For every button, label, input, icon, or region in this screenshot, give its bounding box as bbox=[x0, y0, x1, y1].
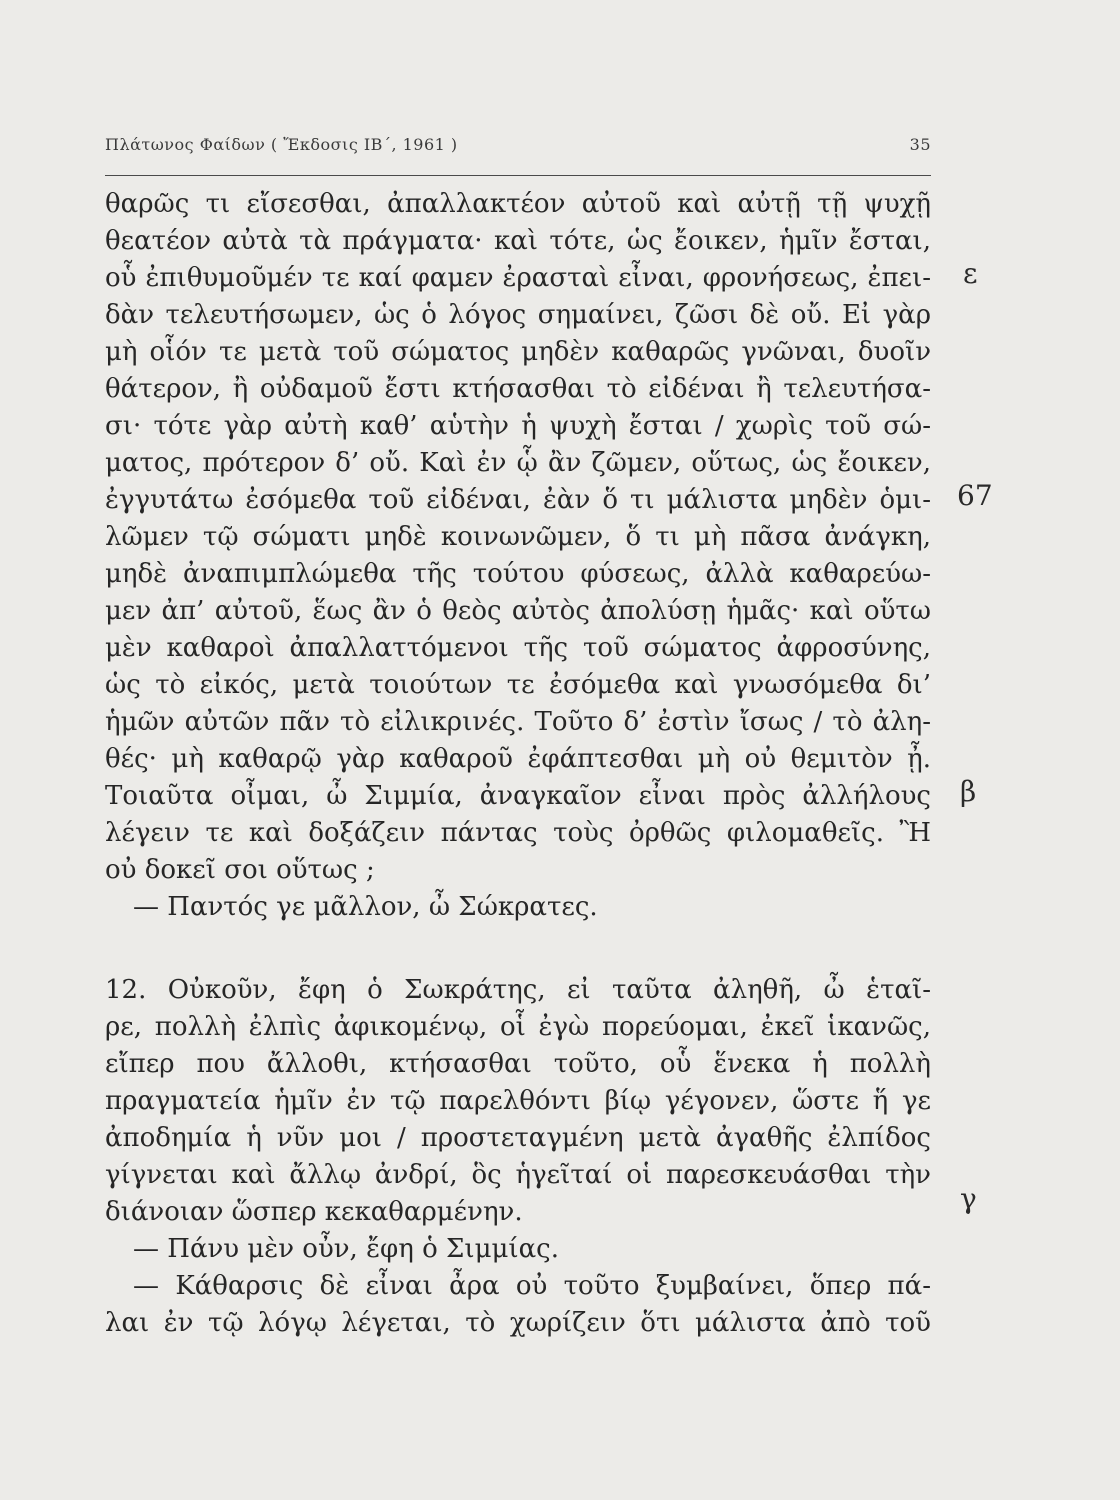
text-line: οὗ ἐπιθυμοῦμέν τε καί φαμεν ἐρασταὶ εἶναι, φρονήσεως, ἐπει- bbox=[105, 263, 931, 293]
margin-note-gamma: γ bbox=[960, 1182, 977, 1215]
text-line: θάτερον, ἢ οὐδαμοῦ ἔστι κτήσασθαι τὸ εἰδέναι ἢ τελευτήσα- bbox=[105, 374, 931, 404]
running-header bbox=[105, 131, 931, 157]
paragraph-gap bbox=[105, 926, 945, 972]
header-rule bbox=[105, 175, 931, 176]
text-line: Τοιαῦτα οἶμαι, ὦ Σιμμία, ἀναγκαῖον εἶναι πρὸς ἀλλήλους bbox=[105, 781, 931, 811]
text-line: ἐγγυτάτω ἐσόμεθα τοῦ εἰδέναι, ἐὰν ὅ τι μάλιστα μηδὲν ὁμι- bbox=[105, 485, 931, 515]
text-line: ἀποδημία ἡ νῦν μοι / προστεταγμένη μετὰ ἀγαθῆς ἐλπίδος bbox=[105, 1123, 931, 1153]
text-line: δὰν τελευτήσωμεν, ὡς ὁ λόγος σημαίνει, ζῶσι δὲ οὔ. Εἰ γὰρ bbox=[105, 300, 931, 330]
section-start-line: 12. Οὐκοῦν, ἔφη ὁ Σωκράτης, εἰ ταῦτα ἀληθῆ, ὦ ἑταῖ- bbox=[105, 975, 931, 1005]
text-line: εἴπερ που ἄλλοθι, κτήσασθαι τοῦτο, οὗ ἕνεκα ἡ πολλὴ bbox=[105, 1049, 931, 1079]
dialogue-line: — Κάθαρσις δὲ εἶναι ἆρα οὐ τοῦτο ξυμβαίνει, ὅπερ πά- bbox=[133, 1271, 931, 1301]
text-line: λῶμεν τῷ σώματι μηδὲ κοινωνῶμεν, ὅ τι μὴ πᾶσα ἀνάγκη, bbox=[105, 522, 931, 552]
text-line: σι· τότε γὰρ αὐτὴ καθ’ αὑτὴν ἡ ψυχὴ ἔσται / χωρὶς τοῦ σώ- bbox=[105, 411, 931, 441]
text-line: ἡμῶν αὐτῶν πᾶν τὸ εἰλικρινές. Τοῦτο δ’ ἐστὶν ἴσως / τὸ ἀλη- bbox=[105, 707, 931, 737]
text-line: θεατέον αὐτὰ τὰ πράγματα· καὶ τότε, ὡς ἔοικεν, ἡμῖν ἔσται, bbox=[105, 226, 931, 256]
margin-note-beta: β bbox=[960, 775, 977, 808]
dialogue-line: — Παντός γε μᾶλλον, ὦ Σώκρατες. bbox=[133, 892, 598, 922]
text-line: μηδὲ ἀναπιμπλώμεθα τῆς τούτου φύσεως, ἀλλὰ καθαρεύω- bbox=[105, 559, 931, 589]
text-line: λέγειν τε καὶ δοξάζειν πάντας τοὺς ὀρθῶς φιλομαθεῖς. Ἢ bbox=[105, 818, 931, 848]
body-text bbox=[105, 186, 945, 1342]
text-line: ματος, πρότερον δ’ οὔ. Καὶ ἐν ᾧ ἂν ζῶμεν, οὕτως, ὡς ἔοικεν, bbox=[105, 448, 931, 478]
text-line: ὡς τὸ εἰκός, μετὰ τοιούτων τε ἐσόμεθα καὶ γνωσόμεθα δι’ bbox=[105, 670, 931, 700]
text-line: μὲν καθαροὶ ἀπαλλαττόμενοι τῆς τοῦ σώματος ἀφροσύνης, bbox=[105, 633, 931, 663]
text-line: μὴ οἷόν τε μετὰ τοῦ σώματος μηδὲν καθαρῶς γνῶναι, δυοῖν bbox=[105, 337, 931, 367]
margin-note-epsilon: ε bbox=[963, 257, 978, 290]
text-line: πραγματεία ἡμῖν ἐν τῷ παρελθόντι βίῳ γέγονεν, ὥστε ἥ γε bbox=[105, 1086, 931, 1116]
page-number: 35 bbox=[909, 135, 931, 154]
text-line: λαι ἐν τῷ λόγῳ λέγεται, τὸ χωρίζειν ὅτι μάλιστα ἀπὸ τοῦ bbox=[105, 1308, 931, 1338]
text-line: οὐ δοκεῖ σοι οὕτως ; bbox=[105, 855, 375, 885]
dialogue-line: — Πάνυ μὲν οὖν, ἔφη ὁ Σιμμίας. bbox=[133, 1234, 559, 1264]
text-line: θές· μὴ καθαρῷ γὰρ καθαροῦ ἐφάπτεσθαι μὴ οὐ θεμιτὸν ᾖ. bbox=[105, 744, 931, 774]
text-line: διάνοιαν ὥσπερ κεκαθαρμένην. bbox=[105, 1197, 523, 1227]
text-line: θαρῶς τι εἴσεσθαι, ἀπαλλακτέον αὐτοῦ καὶ αὐτῇ τῇ ψυχῇ bbox=[105, 189, 931, 219]
text-line: γίγνεται καὶ ἄλλῳ ἀνδρί, ὃς ἡγεῖταί οἱ παρεσκευάσθαι τὴν bbox=[105, 1160, 931, 1190]
margin-note-67: 67 bbox=[957, 479, 993, 512]
header-title: Πλάτωνος Φαίδων ( Ἔκδοσις ΙΒ΄, 1961 ) bbox=[105, 135, 458, 154]
text-line: ρε, πολλὴ ἐλπὶς ἀφικομένῳ, οἷ ἐγὼ πορεύομαι, ἐκεῖ ἱκανῶς, bbox=[105, 1012, 931, 1042]
text-line: μεν ἀπ’ αὐτοῦ, ἕως ἂν ὁ θεὸς αὐτὸς ἀπολύσῃ ἡμᾶς· καὶ οὕτω bbox=[105, 596, 931, 626]
